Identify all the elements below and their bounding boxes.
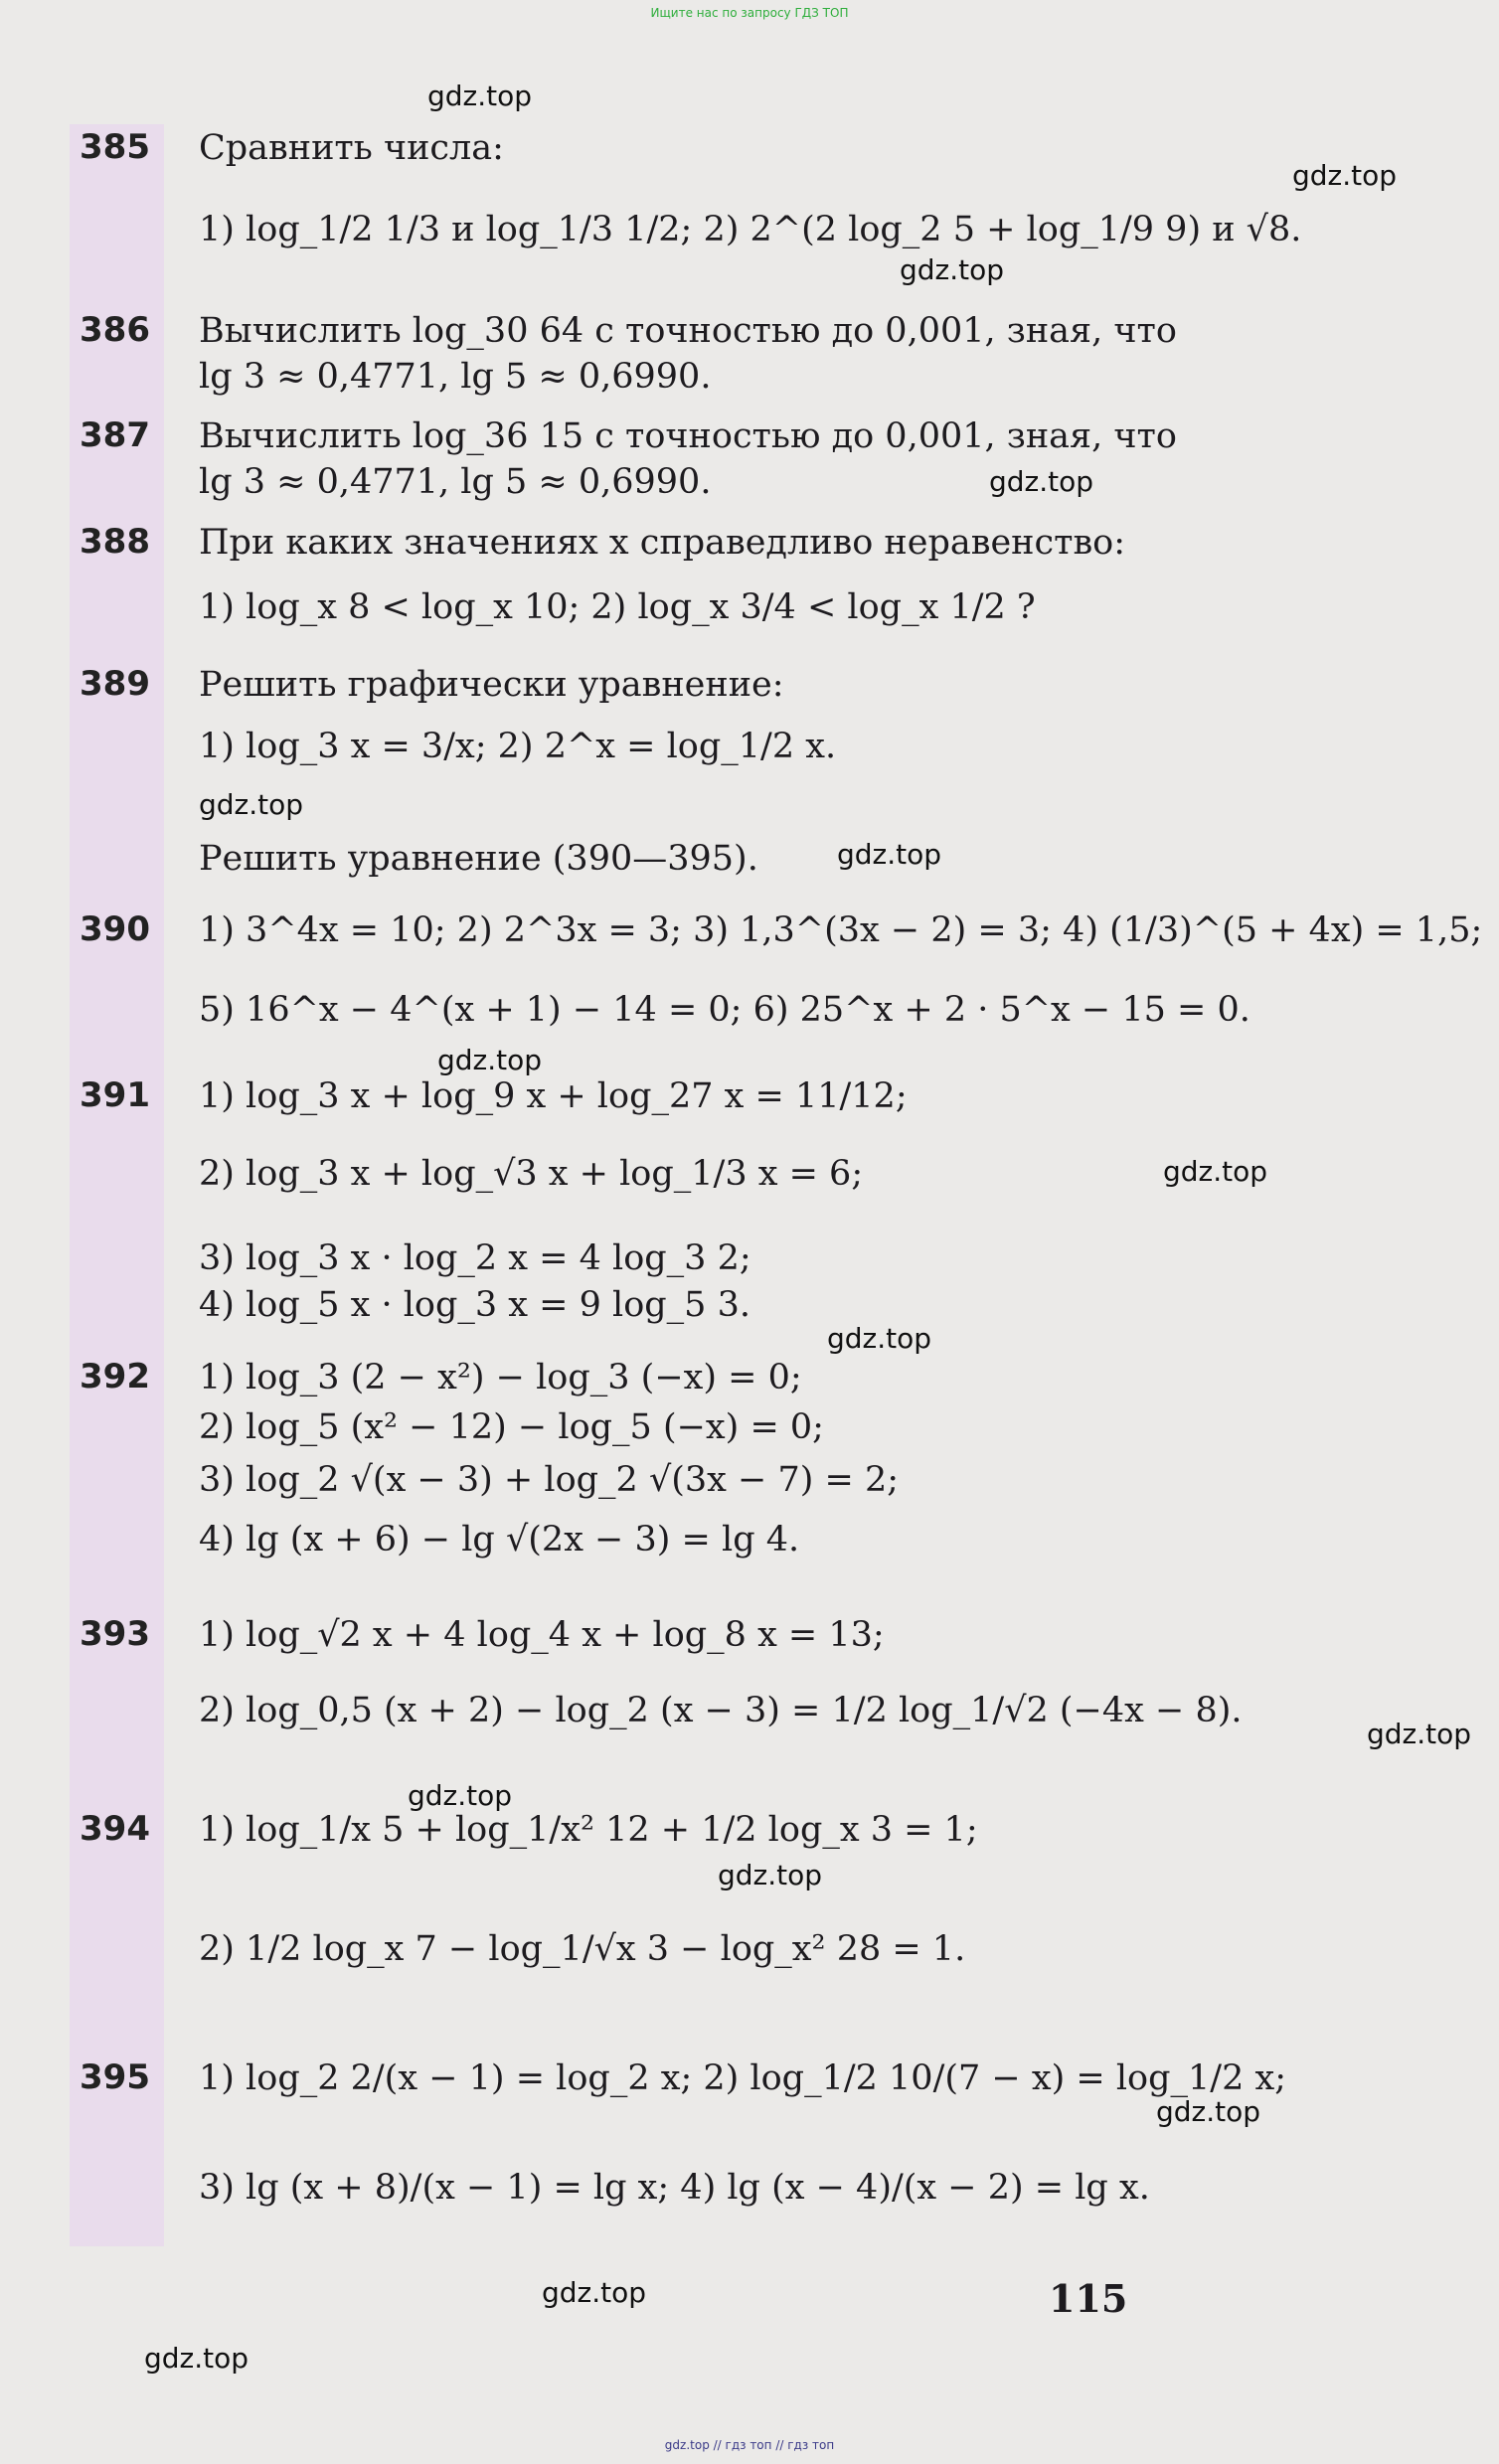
- problem-text: 1) 3^4x = 10; 2) 2^3x = 3; 3) 1,3^(3x − 2) = 3; 4) (1/3)^(5 + 4x) = 1,5;: [199, 910, 1483, 950]
- problem-text: 1) log_3 (2 − x²) − log_3 (−x) = 0;: [199, 1358, 802, 1397]
- problem-number: 391: [80, 1075, 150, 1115]
- problem-text: 2) log_3 x + log_√3 x + log_1/3 x = 6;: [199, 1154, 864, 1194]
- watermark: gdz.top: [837, 838, 942, 871]
- problem-text: 3) log_3 x · log_2 x = 4 log_3 2;: [199, 1238, 751, 1278]
- problem-number: 386: [80, 310, 150, 350]
- problem-text: 1) log_√2 x + 4 log_4 x + log_8 x = 13;: [199, 1615, 885, 1655]
- problem-text: 2) log_0,5 (x + 2) − log_2 (x − 3) = 1/2 log_1/√2 (−4x − 8).: [199, 1691, 1243, 1730]
- problem-text: Вычислить log_30 64 с точностью до 0,001, зная, что: [199, 311, 1177, 351]
- problem-number: 395: [80, 2057, 150, 2097]
- problem-text: 5) 16^x − 4^(x + 1) − 14 = 0; 6) 25^x + 2 · 5^x − 15 = 0.: [199, 990, 1250, 1030]
- problem-text: lg 3 ≈ 0,4771, lg 5 ≈ 0,6990.: [199, 462, 712, 502]
- problem-text: 1) log_1/x 5 + log_1/x² 12 + 1/2 log_x 3 = 1;: [199, 1810, 978, 1850]
- watermark: gdz.top: [437, 1044, 543, 1076]
- problem-number: 394: [80, 1809, 150, 1849]
- problem-number: 389: [80, 664, 150, 704]
- problem-number: 385: [80, 127, 150, 167]
- problem-text: 1) log_1/2 1/3 и log_1/3 1/2; 2) 2^(2 log_2 5 + log_1/9 9) и √8.: [199, 210, 1302, 249]
- watermark: gdz.top: [1163, 1155, 1268, 1188]
- problem-text: 1) log_2 2/(x − 1) = log_2 x; 2) log_1/2 10/(7 − x) = log_1/2 x;: [199, 2058, 1286, 2098]
- section-heading: Решить уравнение (390—395).: [199, 839, 758, 879]
- top-search-link[interactable]: Ищите нас по запросу ГДЗ ТОП: [650, 6, 849, 20]
- watermark: gdz.top: [1292, 159, 1398, 192]
- watermark: gdz.top: [1367, 1718, 1472, 1750]
- problem-text: 2) 1/2 log_x 7 − log_1/√x 3 − log_x² 28 = 1.: [199, 1929, 966, 1969]
- problem-text: 3) lg (x + 8)/(x − 1) = lg x; 4) lg (x − 4)/(x − 2) = lg x.: [199, 2168, 1150, 2208]
- problem-text: При каких значениях x справедливо неравенство:: [199, 523, 1126, 563]
- problem-text: 2) log_5 (x² − 12) − log_5 (−x) = 0;: [199, 1407, 824, 1447]
- problem-text: Сравнить числа:: [199, 128, 504, 168]
- problem-text: lg 3 ≈ 0,4771, lg 5 ≈ 0,6990.: [199, 357, 712, 397]
- problem-text: 1) log_3 x = 3/x; 2) 2^x = log_1/2 x.: [199, 727, 837, 766]
- problem-text: Вычислить log_36 15 с точностью до 0,001, зная, что: [199, 416, 1177, 456]
- watermark: gdz.top: [989, 465, 1094, 498]
- problem-text: 1) log_x 8 < log_x 10; 2) log_x 3/4 < log_x 1/2 ?: [199, 587, 1036, 627]
- watermark: gdz.top: [144, 2342, 250, 2375]
- problem-number: 387: [80, 415, 150, 455]
- page-number: 115: [1049, 2276, 1128, 2321]
- problem-number: 393: [80, 1614, 150, 1654]
- watermark: gdz.top: [900, 253, 1005, 286]
- watermark: gdz.top: [718, 1859, 823, 1891]
- watermark: gdz.top: [427, 80, 533, 112]
- watermark: gdz.top: [542, 2276, 647, 2309]
- problem-text: 1) log_3 x + log_9 x + log_27 x = 11/12;: [199, 1076, 908, 1116]
- problem-text: 4) log_5 x · log_3 x = 9 log_5 3.: [199, 1285, 750, 1325]
- problem-text: 3) log_2 √(x − 3) + log_2 √(3x − 7) = 2;: [199, 1460, 900, 1500]
- problem-number: 392: [80, 1357, 150, 1396]
- watermark: gdz.top: [1156, 2095, 1261, 2128]
- watermark: gdz.top: [199, 788, 304, 821]
- problem-number: 390: [80, 909, 150, 949]
- watermark: gdz.top: [827, 1322, 932, 1355]
- watermark: gdz.top: [408, 1779, 513, 1812]
- problem-text: 4) lg (x + 6) − lg √(2x − 3) = lg 4.: [199, 1520, 800, 1560]
- problem-text: Решить графически уравнение:: [199, 665, 784, 705]
- problem-number: 388: [80, 522, 150, 562]
- bottom-links[interactable]: gdz.top // гдз топ // гдз топ: [664, 2438, 835, 2452]
